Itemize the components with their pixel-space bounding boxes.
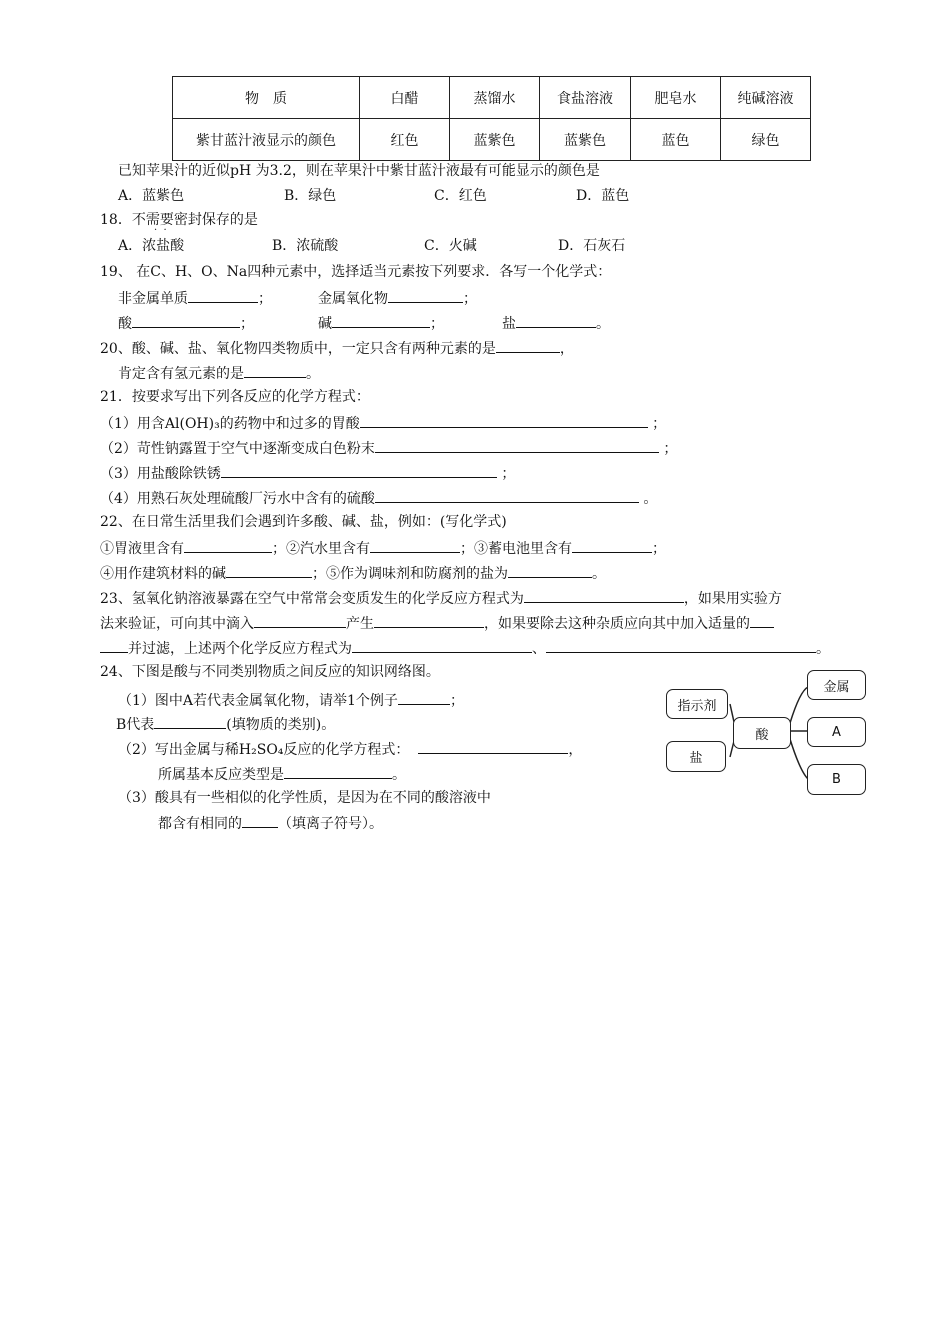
answer-blank[interactable] [508, 563, 592, 578]
q18-option-b: B．浓硫酸 [272, 238, 339, 254]
q21-item1 [100, 413, 666, 433]
answer-blank[interactable] [352, 638, 532, 653]
q19-label: 非金属单质 [118, 291, 188, 307]
q19-line2b [318, 313, 444, 333]
answer-blank[interactable] [244, 363, 306, 378]
q21-label: （3）用盐酸除铁锈 [100, 466, 221, 482]
answer-blank[interactable] [221, 463, 497, 478]
q22-label: ；③蓄电池里含有 [460, 541, 572, 557]
q22-line2 [100, 563, 606, 583]
answer-blank[interactable] [284, 764, 392, 779]
q23-label: 法来验证，可向其中滴入 [100, 616, 254, 632]
q21-label: （1）用含Al(OH)₃的药物中和过多的胃酸 [100, 416, 360, 432]
q24-label: B代表 [116, 717, 155, 733]
q19-stem: 19、 在C、H、O、Na四种元素中，选择适当元素按下列要求．各写一个化学式： [100, 264, 612, 280]
q24-stem: 24、下图是酸与不同类别物质之间反应的知识网络图。 [100, 664, 440, 680]
answer-blank[interactable] [375, 438, 659, 453]
q24-part1b [116, 714, 335, 734]
answer-blank[interactable] [132, 313, 240, 328]
q20-sep: ， [559, 341, 574, 357]
answer-blank[interactable] [516, 313, 596, 328]
q21-sep: 。 [643, 491, 658, 507]
table-cell: 蓝紫色 [450, 119, 540, 161]
q24-label: 所属基本反应类型是 [158, 767, 284, 783]
table-cell: 紫甘蓝汁液显示的颜色 [173, 119, 360, 161]
q19-label: 碱 [318, 316, 332, 332]
q17-option-d: D．蓝色 [576, 188, 630, 204]
q21-item3 [100, 463, 515, 483]
answer-blank[interactable] [750, 613, 774, 628]
q22-label: ；⑤作为调味剂和防腐剂的盐为 [312, 566, 508, 582]
q24-label: （2）写出金属与稀H₂SO₄反应的化学方程式： [118, 742, 410, 758]
answer-blank[interactable] [100, 638, 128, 653]
q21-sep: ； [652, 416, 667, 432]
q19-line2a [118, 313, 254, 333]
table-cell: 红色 [360, 119, 450, 161]
q21-item4 [100, 488, 657, 508]
q24-sep: ， [568, 742, 583, 758]
q24-label: (填物质的类别)。 [226, 717, 336, 733]
q19-sep: 。 [596, 316, 610, 332]
table-cell: 纯碱溶液 [721, 77, 811, 119]
answer-blank[interactable] [226, 563, 312, 578]
q21-sep: ； [663, 441, 678, 457]
q17-option-b: B．绿色 [284, 188, 337, 204]
q23-label: ，如果要除去这种杂质应向其中加入适量的 [484, 616, 750, 632]
q22-label: ④用作建筑材料的碱 [100, 566, 226, 582]
q24-part2b [158, 764, 406, 784]
q24-label: （填离子符号）。 [278, 816, 383, 832]
answer-blank[interactable] [418, 739, 568, 754]
answer-blank[interactable] [375, 488, 639, 503]
q24-part1 [118, 690, 464, 710]
table-cell: 绿色 [721, 119, 811, 161]
answer-blank[interactable] [496, 338, 560, 353]
q23-label: 产生 [346, 616, 374, 632]
answer-blank[interactable] [242, 813, 278, 828]
q24-label: 都含有相同的 [158, 816, 242, 832]
answer-blank[interactable] [374, 613, 484, 628]
answer-blank[interactable] [184, 538, 272, 553]
emphasis-dots: · · [154, 225, 167, 236]
q19-sep: ； [463, 291, 477, 307]
q23-label: 23、氢氧化钠溶液暴露在空气中常常会变质发生的化学反应方程式为 [100, 591, 524, 607]
answer-blank[interactable] [360, 413, 648, 428]
q24-sep: ； [449, 693, 464, 709]
answer-blank[interactable] [332, 313, 430, 328]
q19-line1b [318, 288, 477, 308]
q24-sep: 。 [392, 767, 406, 783]
q22-stem: 22、在日常生活里我们会遇到许多酸、碱、盐，例如：(写化学式) [100, 514, 507, 530]
q18-option-d: D．石灰石 [558, 238, 626, 254]
answer-blank[interactable] [398, 690, 450, 705]
q19-sep: ； [430, 316, 444, 332]
answer-blank[interactable] [388, 288, 463, 303]
q24-label: （1）图中A若代表金属氧化物，请举1个例子 [118, 693, 398, 709]
answer-blank[interactable] [546, 638, 816, 653]
connector-line [790, 687, 808, 723]
table-header-row [173, 77, 811, 119]
diagram-node-salt: 盐 [666, 741, 726, 772]
q21-item2 [100, 438, 677, 458]
q22-label: ①胃液里含有 [100, 541, 184, 557]
connector-line [790, 739, 808, 779]
table-cell: 肥皂水 [631, 77, 721, 119]
diagram-node-a: A [807, 717, 866, 747]
q21-sep: ； [501, 466, 516, 482]
q17-option-c: C．红色 [434, 188, 487, 204]
q20-stem: 20、酸、碱、盐、氧化物四类物质中，一定只含有两种元素的是 [100, 341, 496, 357]
diagram-node-indicator: 指示剂 [666, 689, 728, 719]
q24-part3b [158, 813, 383, 833]
q23-label: 并过滤，上述两个化学反应方程式为 [128, 641, 352, 657]
q20-line1 [100, 338, 574, 358]
indicator-color-table [172, 76, 811, 161]
q22-sep: ； [652, 541, 666, 557]
q20-line2 [118, 363, 320, 383]
q23-line1 [100, 588, 782, 608]
table-cell: 蓝色 [631, 119, 721, 161]
q21-label: （2）苛性钠露置于空气中逐渐变成白色粉末 [100, 441, 375, 457]
table-cell: 蒸馏水 [450, 77, 540, 119]
q19-sep: ； [240, 316, 254, 332]
q17-option-a: A．蓝紫色 [118, 188, 185, 204]
q23-label: ，如果用实验方 [683, 591, 782, 607]
q24-part2 [118, 739, 582, 759]
q19-label: 酸 [118, 316, 132, 332]
q17-stem: 已知苹果汁的近似pH 为3.2，则在苹果汁中紫甘蓝汁液最有可能显示的颜色是 [118, 163, 600, 179]
table-cell: 食盐溶液 [540, 77, 631, 119]
diagram-node-metal: 金属 [807, 670, 866, 700]
q23-sep: 。 [816, 641, 830, 657]
q22-label: ；②汽水里含有 [272, 541, 370, 557]
q18-option-c: C．火碱 [424, 238, 477, 254]
q22-line1 [100, 538, 666, 558]
q24-part3: （3）酸具有一些相似的化学性质，是因为在不同的酸溶液中 [118, 790, 491, 806]
q21-label: （4）用熟石灰处理硫酸厂污水中含有的硫酸 [100, 491, 375, 507]
q20-label: 肯定含有氢元素的是 [118, 366, 244, 382]
answer-blank[interactable] [370, 538, 460, 553]
table-row [173, 119, 811, 161]
q20-sep: 。 [306, 366, 320, 382]
answer-blank[interactable] [188, 288, 258, 303]
table-cell: 蓝紫色 [540, 119, 631, 161]
q18-stem: 18．不需要密封保存的是 [100, 212, 258, 228]
answer-blank[interactable] [154, 714, 226, 729]
q19-label: 金属氧化物 [318, 291, 388, 307]
q21-stem: 21．按要求写出下列各反应的化学方程式： [100, 389, 370, 405]
table-cell: 白醋 [360, 77, 450, 119]
q23-line3 [100, 638, 830, 658]
answer-blank[interactable] [524, 588, 684, 603]
q23-line2 [100, 613, 774, 633]
q19-label: 盐 [502, 316, 516, 332]
diagram-node-acid: 酸 [733, 717, 791, 749]
q19-line2c [502, 313, 610, 333]
q22-sep: 。 [592, 566, 606, 582]
q18-option-a: A．浓盐酸 [118, 238, 185, 254]
answer-blank[interactable] [254, 613, 346, 628]
diagram-node-b: B [807, 764, 866, 795]
q23-sep: 、 [532, 641, 546, 657]
answer-blank[interactable] [572, 538, 652, 553]
q19-sep: ； [258, 291, 272, 307]
table-cell: 物 质 [173, 77, 360, 119]
q19-line1 [118, 288, 272, 308]
